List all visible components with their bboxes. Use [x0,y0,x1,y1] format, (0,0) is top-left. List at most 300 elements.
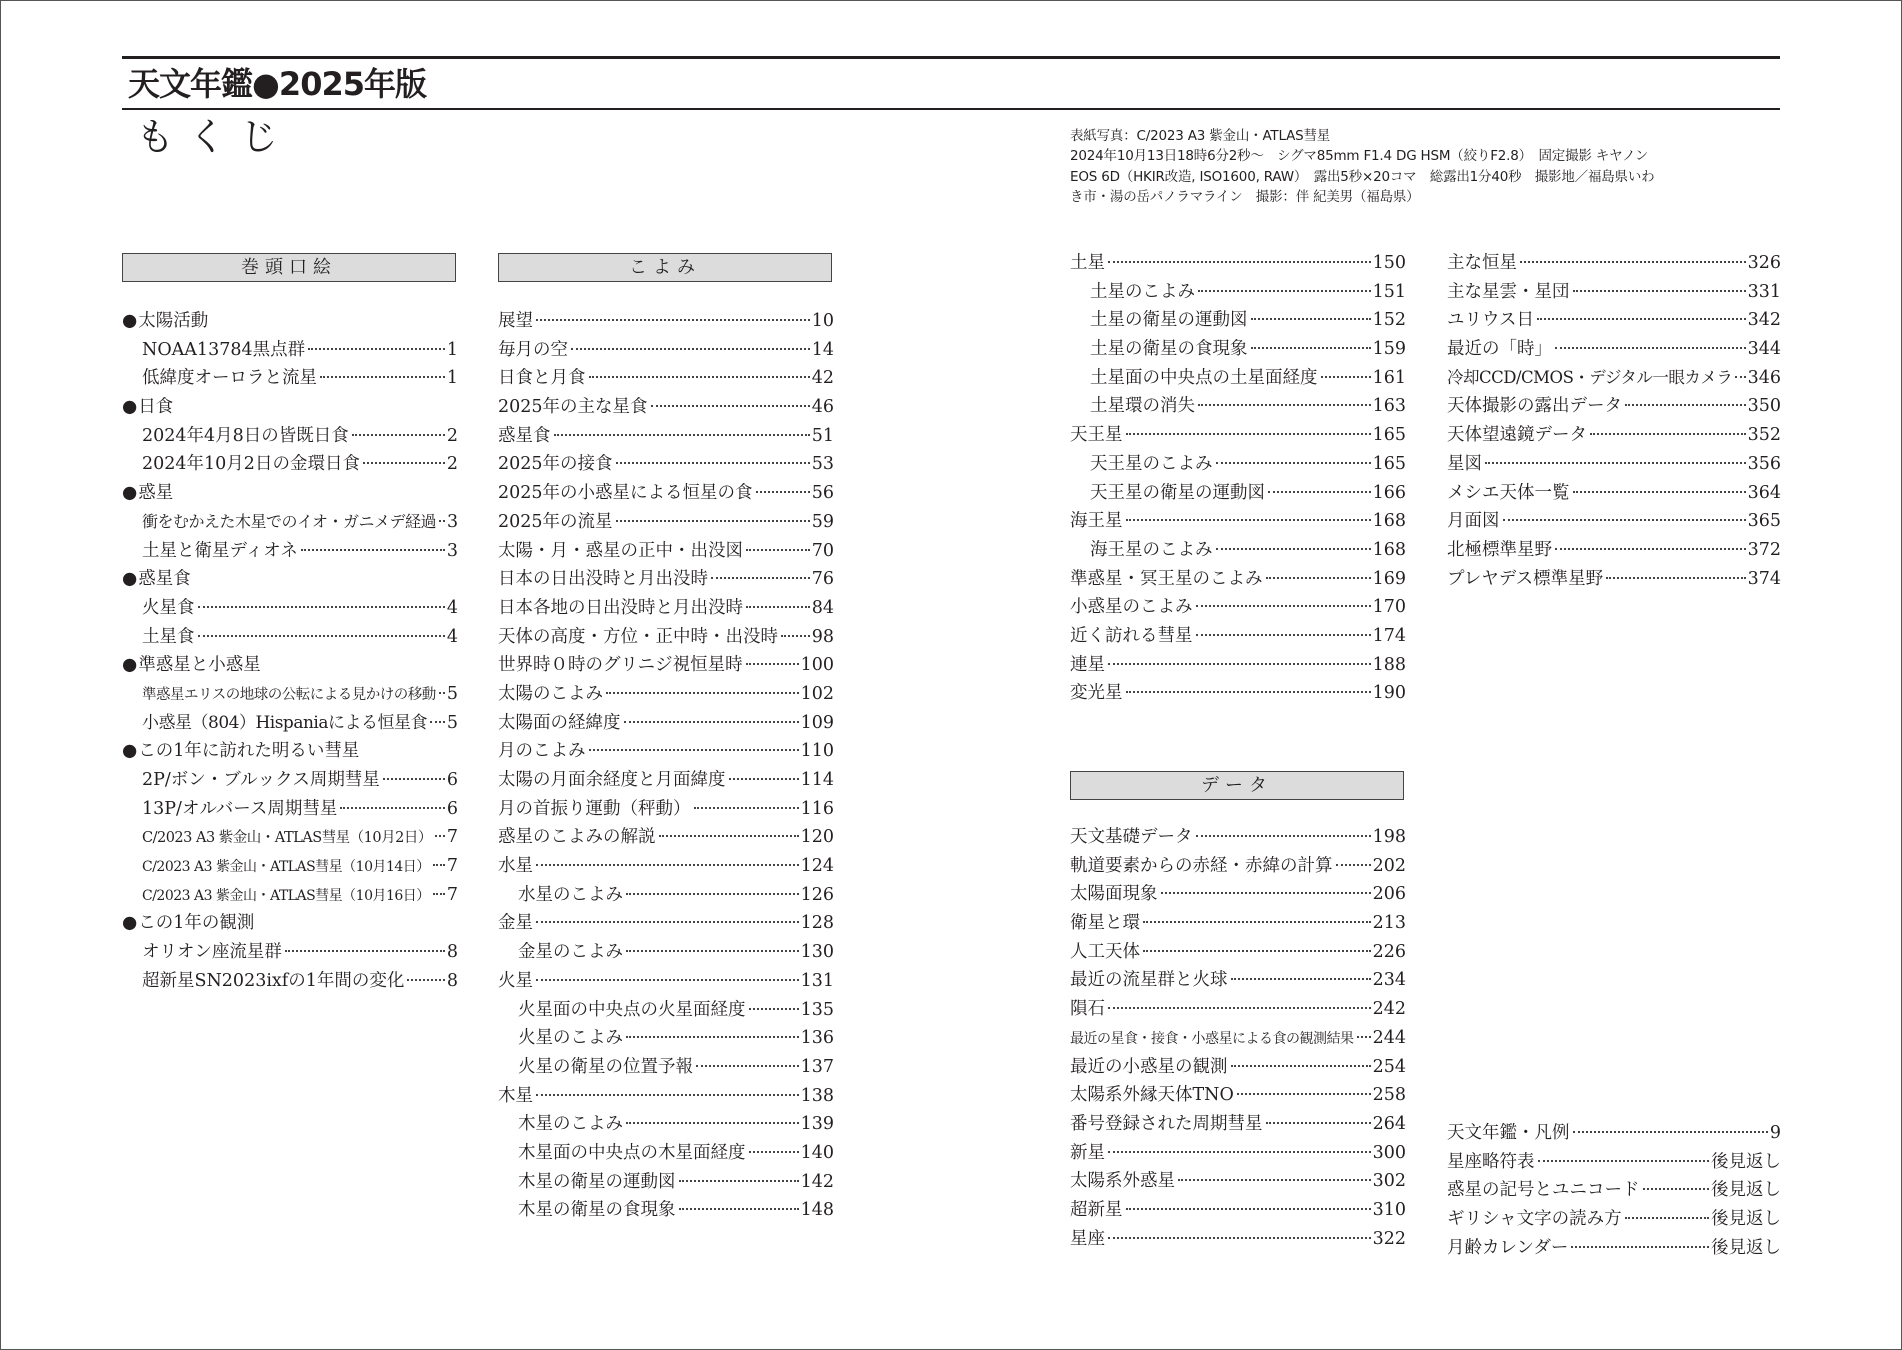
toc-entry[interactable] [498,307,834,336]
entry-title: 天体望遠鏡データ [1447,425,1587,446]
entry-title: 2024年10月2日の金環日食 [142,454,360,475]
toc-entry[interactable] [1070,421,1406,450]
toc-entry[interactable] [1070,278,1406,307]
toc-entry[interactable] [122,967,458,996]
dot-leader [696,1065,799,1067]
dot-leader [1251,318,1371,320]
toc-entry[interactable] [1447,249,1781,278]
toc-entry[interactable] [1447,1234,1781,1263]
entry-title: 2025年の接食 [498,454,613,475]
page-number: 242 [1372,999,1406,1020]
dot-leader [1178,1179,1371,1181]
toc-list-data [1070,823,1406,1253]
toc-category[interactable] [122,393,458,422]
dot-leader [1126,433,1371,435]
toc-entry[interactable] [498,393,834,422]
toc-entry[interactable] [498,737,834,766]
dot-leader [1143,950,1371,952]
toc-entry[interactable] [1070,565,1406,594]
dot-leader [433,864,445,866]
entry-title: ● 惑星 [122,479,173,508]
entry-title: オリオン座流星群 [142,942,282,963]
entry-title: 北極標準星野 [1447,539,1552,560]
toc-entry[interactable] [1447,507,1781,536]
entry-title: 軌道要素からの赤経・赤緯の計算 [1070,855,1333,876]
toc-category[interactable] [122,479,458,508]
dot-leader [1485,462,1746,464]
toc-entry[interactable] [498,479,834,508]
page-number: 53 [811,454,834,475]
entry-title: 人工天体 [1070,941,1140,962]
toc-entry[interactable] [1447,1119,1781,1148]
entry-title: 太陽面の経緯度 [498,712,621,733]
toc-entry[interactable] [498,1139,834,1168]
dot-leader [1216,548,1371,550]
entry-title: 月の首振り運動（秤動） [498,798,691,819]
toc-entry[interactable] [498,336,834,365]
toc-entry[interactable] [1070,1110,1406,1139]
toc-entry[interactable] [122,852,458,881]
entry-title: 土星のこよみ [1090,281,1195,302]
dot-leader [589,749,799,751]
toc-entry[interactable] [1447,335,1781,364]
toc-entry[interactable] [1070,1081,1406,1110]
entry-title: 小惑星のこよみ [1070,597,1193,618]
toc-entry[interactable] [1070,335,1406,364]
dot-leader [1266,1122,1371,1124]
dot-leader [1196,835,1371,837]
page-number: 4 [446,597,458,618]
dot-leader [1126,691,1371,693]
entry-title: 惑星食 [498,425,551,446]
toc-category[interactable] [122,737,458,766]
caption-line: 表紙写真：C/2023 A3 紫金山・ATLAS彗星 [1070,128,1331,144]
toc-entry[interactable] [1447,1176,1781,1205]
toc-entry[interactable] [1447,1148,1781,1177]
entry-title: 隕石 [1070,999,1105,1020]
dot-leader [1268,491,1371,493]
entry-title: 木星面の中央点の木星面経度 [518,1142,746,1163]
dot-leader [198,606,445,608]
page-number: 8 [446,942,458,963]
toc-list-back [1447,1119,1781,1262]
entry-title: 最近の星食・接食・小惑星による食の観測結果 [1070,1030,1354,1047]
toc-entry[interactable] [1070,364,1406,393]
toc-entry[interactable] [122,766,458,795]
toc-entry[interactable] [498,852,834,881]
entry-title: 木星の衛星の食現象 [518,1200,676,1221]
dot-leader [626,893,799,895]
toc-list-koyomi [498,307,834,1225]
toc-entry[interactable] [1070,622,1406,651]
entry-title: 準惑星エリスの地球の公転による見かけの移動 [142,686,436,703]
entry-title: 天王星 [1070,425,1123,446]
entry-title: 新星 [1070,1142,1105,1163]
entry-title: 火星の衛星の位置予報 [518,1056,693,1077]
toc-category[interactable] [122,651,458,680]
toc-entry[interactable] [122,623,458,652]
page-number: 6 [446,770,458,790]
page-number: 168 [1372,539,1406,560]
page-number: 1 [446,339,458,360]
page-number: 188 [1372,654,1406,675]
entry-title: 星座 [1070,1228,1105,1249]
toc-entry[interactable] [1447,536,1781,565]
dot-leader [616,462,810,464]
page-number: 165 [1372,425,1406,446]
entry-title: 天王星のこよみ [1090,453,1213,474]
entry-title: 火星 [498,970,533,991]
toc-entry[interactable] [1447,479,1781,508]
page-number: 70 [811,540,834,561]
dot-leader [1126,1208,1371,1210]
dot-leader [198,635,445,637]
toc-entry[interactable] [122,823,458,852]
dot-leader [729,778,799,780]
page-number: 後見返し [1711,1237,1781,1258]
page-number: 169 [1372,568,1406,589]
toc-entry[interactable] [498,422,834,451]
toc-entry[interactable] [1070,1167,1406,1196]
dot-leader [407,979,444,981]
dot-leader [536,864,799,866]
toc-entry[interactable] [498,795,834,824]
page-number: 161 [1372,367,1406,388]
entry-title: 主な恒星 [1447,253,1517,273]
dot-leader [626,1122,799,1124]
entry-title: 火星食 [142,597,195,618]
page-number: 136 [800,1028,834,1049]
toc-entry[interactable] [122,450,458,479]
toc-entry[interactable] [498,565,834,594]
entry-title: 太陽の月面余経度と月面緯度 [498,770,726,790]
toc-entry[interactable] [1070,679,1406,708]
toc-category[interactable] [122,909,458,938]
page-number: 2 [446,425,458,446]
dot-leader [749,1151,799,1153]
section-header-data: データ [1070,771,1404,800]
dot-leader [746,606,810,608]
dot-leader [624,721,799,723]
page-number: 346 [1747,367,1781,388]
page-number: 3 [447,511,459,532]
section-header-koyomi: こよみ [498,253,832,282]
page-number: 190 [1372,683,1406,704]
toc-entry[interactable] [498,881,834,910]
entry-title: 海王星 [1070,511,1123,532]
entry-title: 土星環の消失 [1090,396,1195,417]
entry-title: ● 惑星食 [122,565,191,594]
dot-leader [536,1094,799,1096]
dot-leader [746,549,810,551]
toc-entry[interactable] [498,623,834,652]
entry-title: 天文基礎データ [1070,827,1193,847]
title-rule [122,108,1780,110]
entry-title: 天文年鑑・凡例 [1447,1123,1570,1143]
toc-entry[interactable] [1070,450,1406,479]
dot-leader [746,663,799,665]
entry-title: 2025年の小惑星による恒星の食 [498,483,753,504]
dot-leader [749,1008,799,1010]
cover-caption [1070,126,1782,207]
toc-entry[interactable] [498,680,834,709]
toc-entry[interactable] [1070,852,1406,881]
toc-category[interactable] [122,565,458,594]
dot-leader [430,721,445,723]
toc-list-frontispiece [122,307,458,996]
dot-leader [1161,892,1371,894]
entry-title: 最近の小惑星の観測 [1070,1056,1228,1077]
entry-title: C/2023 A3 紫金山・ATLAS彗星（10月16日） [142,887,430,904]
dot-leader [1231,1065,1371,1067]
page-number: 300 [1372,1142,1406,1163]
toc-entry[interactable] [498,1082,834,1111]
page-number: 152 [1372,310,1406,331]
toc-entry[interactable] [122,364,458,393]
dot-leader [589,376,810,378]
entry-title: 毎月の空 [498,339,568,360]
dot-leader [651,405,810,407]
toc-entry[interactable] [1447,421,1781,450]
entry-title: 土星食 [142,626,195,647]
entry-title: ● 準惑星と小惑星 [122,651,261,680]
toc-entry[interactable] [498,508,834,537]
toc-entry[interactable] [1070,536,1406,565]
page-number: 4 [446,626,458,647]
page-number: 326 [1747,253,1781,273]
toc-entry[interactable] [122,680,458,709]
page-number: 140 [800,1142,834,1163]
page-number: 6 [446,798,458,819]
page-number: 151 [1372,281,1406,302]
page-title: もくじ [136,115,293,159]
page-number: 51 [811,425,834,446]
page-number: 331 [1747,281,1781,302]
toc-entry[interactable] [498,938,834,967]
toc-entry[interactable] [498,364,834,393]
dot-leader [1108,1237,1371,1239]
page-number: 116 [800,798,834,819]
toc-entry[interactable] [1447,306,1781,335]
toc-entry[interactable] [498,594,834,623]
toc-entry[interactable] [122,336,458,365]
toc-list-koyomi-cont [1070,249,1406,708]
toc-entry[interactable] [498,766,834,795]
toc-entry[interactable] [1447,565,1781,594]
toc-entry[interactable] [498,651,834,680]
entry-title: 太陽のこよみ [498,683,603,704]
toc-entry[interactable] [1070,938,1406,967]
entry-title: ● この1年の観測 [122,909,254,938]
dot-leader [626,1036,799,1038]
entry-title: 太陽・月・惑星の正中・出没図 [498,540,743,561]
page-number: 59 [811,511,834,532]
page-number: 2 [446,454,458,475]
caption-line: EOS 6D（HKIR改造, ISO1600, RAW） 露出5秒×20コマ 総露出1分40秒 撮影地／福島県いわ [1070,168,1655,185]
page-number: 120 [800,827,834,848]
dot-leader [439,692,445,694]
toc-entry[interactable] [1070,249,1406,278]
toc-entry[interactable] [1447,450,1781,479]
dot-leader [536,921,799,923]
dot-leader [1251,347,1371,349]
toc-entry[interactable] [1070,1139,1406,1168]
page-number: 130 [800,942,834,963]
toc-entry[interactable] [1070,1053,1406,1082]
dot-leader [694,807,799,809]
page-number: 322 [1372,1228,1406,1249]
page-number: 5 [446,712,458,733]
page-number: 1 [446,368,458,389]
entry-title: 月面図 [1447,511,1500,532]
toc-entry[interactable] [1070,995,1406,1024]
toc-entry[interactable] [1070,306,1406,335]
entry-title: 展望 [498,311,533,331]
page-number: 131 [800,970,834,991]
page-number: 14 [811,339,834,360]
entry-title: 主な星雲・星団 [1447,281,1570,302]
entry-title: ユリウス日 [1447,310,1534,331]
page-number: 150 [1372,253,1406,273]
dot-leader [1196,634,1371,636]
entry-title: 海王星のこよみ [1090,539,1213,560]
toc-entry[interactable] [1070,507,1406,536]
page-number: 374 [1747,568,1781,589]
dot-leader [1555,548,1746,550]
dot-leader [1537,318,1746,320]
toc-entry[interactable] [1070,593,1406,622]
dot-leader [1321,376,1371,378]
toc-entry[interactable] [1447,278,1781,307]
dot-leader [1625,404,1746,406]
page-number: 42 [811,368,834,389]
toc-entry[interactable] [122,422,458,451]
page-number: 7 [446,856,458,877]
toc-entry[interactable] [122,594,458,623]
entry-title: プレヤデス標準星野 [1447,568,1604,589]
toc-entry[interactable] [498,1168,834,1197]
toc-entry[interactable] [1070,823,1406,852]
page-number: 後見返し [1711,1180,1781,1201]
entry-title: 金星のこよみ [518,942,623,963]
toc-entry[interactable] [1447,364,1781,393]
toc-entry[interactable] [498,909,834,938]
entry-title: 火星のこよみ [518,1028,623,1049]
toc-entry[interactable] [1447,1205,1781,1234]
entry-title: 火星面の中央点の火星面経度 [518,999,746,1020]
page-number: 264 [1372,1113,1406,1134]
toc-category[interactable] [122,307,458,336]
dot-leader [439,520,445,522]
toc-entry[interactable] [498,450,834,479]
page-number: 159 [1372,339,1406,360]
toc-entry[interactable] [1070,651,1406,680]
dot-leader [679,1208,799,1210]
toc-entry[interactable] [122,938,458,967]
page-number: 364 [1747,482,1781,503]
dot-leader [1266,577,1371,579]
entry-title: 日本各地の日出没時と月出没時 [498,597,743,618]
toc-entry[interactable] [122,508,458,537]
page-number: 198 [1372,827,1406,847]
entry-title: 衛星と環 [1070,913,1140,934]
toc-entry[interactable] [1070,1024,1406,1053]
page-number: 165 [1372,453,1406,474]
entry-title: 2024年4月8日の皆既日食 [142,425,349,446]
toc-entry[interactable] [1447,392,1781,421]
page-number: 5 [446,683,458,704]
page-number: 114 [800,770,834,790]
toc-entry[interactable] [122,795,458,824]
toc-entry[interactable] [122,709,458,738]
dot-leader [285,950,445,952]
entry-title: 準惑星・冥王星のこよみ [1070,568,1263,589]
entry-title: 小惑星（804）Hispaniaによる恒星食 [142,712,427,733]
page-number: 234 [1372,970,1406,991]
toc-entry[interactable] [1070,1225,1406,1254]
toc-list-data-cont [1447,249,1781,593]
page-number: 226 [1372,941,1406,962]
entry-title: 最近の「時」 [1447,339,1552,360]
entry-title: 太陽面現象 [1070,884,1158,905]
toc-entry[interactable] [498,1053,834,1082]
toc-entry[interactable] [498,1024,834,1053]
toc-entry[interactable] [498,1110,834,1139]
entry-title: 超新星SN2023ixfの1年間の変化 [142,970,405,991]
entry-title: 土星面の中央点の土星面経度 [1090,367,1318,388]
entry-title: C/2023 A3 紫金山・ATLAS彗星（10月14日） [142,859,430,876]
entry-title: 世界時０時のグリニジ視恒星時 [498,655,743,676]
entry-title: 星座略符表 [1447,1151,1535,1172]
entry-title: 惑星の記号とユニコード [1447,1180,1640,1201]
entry-title: 月のこよみ [498,741,586,762]
toc-entry[interactable] [498,709,834,738]
toc-entry[interactable] [498,537,834,566]
toc-entry[interactable] [498,823,834,852]
dot-leader [1108,1151,1371,1153]
entry-title: 金星 [498,913,533,934]
page-number: 372 [1747,539,1781,560]
toc-entry[interactable] [1070,1196,1406,1225]
entry-title: 星図 [1447,453,1482,474]
dot-leader [301,549,445,551]
dot-leader [756,491,810,493]
toc-entry[interactable] [498,1196,834,1225]
toc-entry[interactable] [1070,479,1406,508]
page-number: 76 [811,569,834,590]
top-rule [122,56,1780,59]
toc-entry[interactable] [122,881,458,910]
toc-entry[interactable] [1070,392,1406,421]
toc-entry[interactable] [1070,880,1406,909]
toc-entry[interactable] [1070,909,1406,938]
page-number: 139 [800,1114,834,1135]
page-number: 8 [446,970,458,991]
toc-entry[interactable] [122,537,458,566]
dot-leader [554,434,810,436]
dot-leader [781,635,810,637]
page-number: 206 [1372,884,1406,905]
entry-title: 13P/オルバース周期彗星 [142,798,338,819]
toc-entry[interactable] [498,996,834,1025]
entry-title: 超新星 [1070,1199,1123,1220]
toc-entry[interactable] [498,967,834,996]
dot-leader [616,520,810,522]
toc-entry[interactable] [1070,966,1406,995]
page-number: 84 [811,597,834,618]
dot-leader [1520,261,1746,263]
page-number: 110 [800,741,834,762]
